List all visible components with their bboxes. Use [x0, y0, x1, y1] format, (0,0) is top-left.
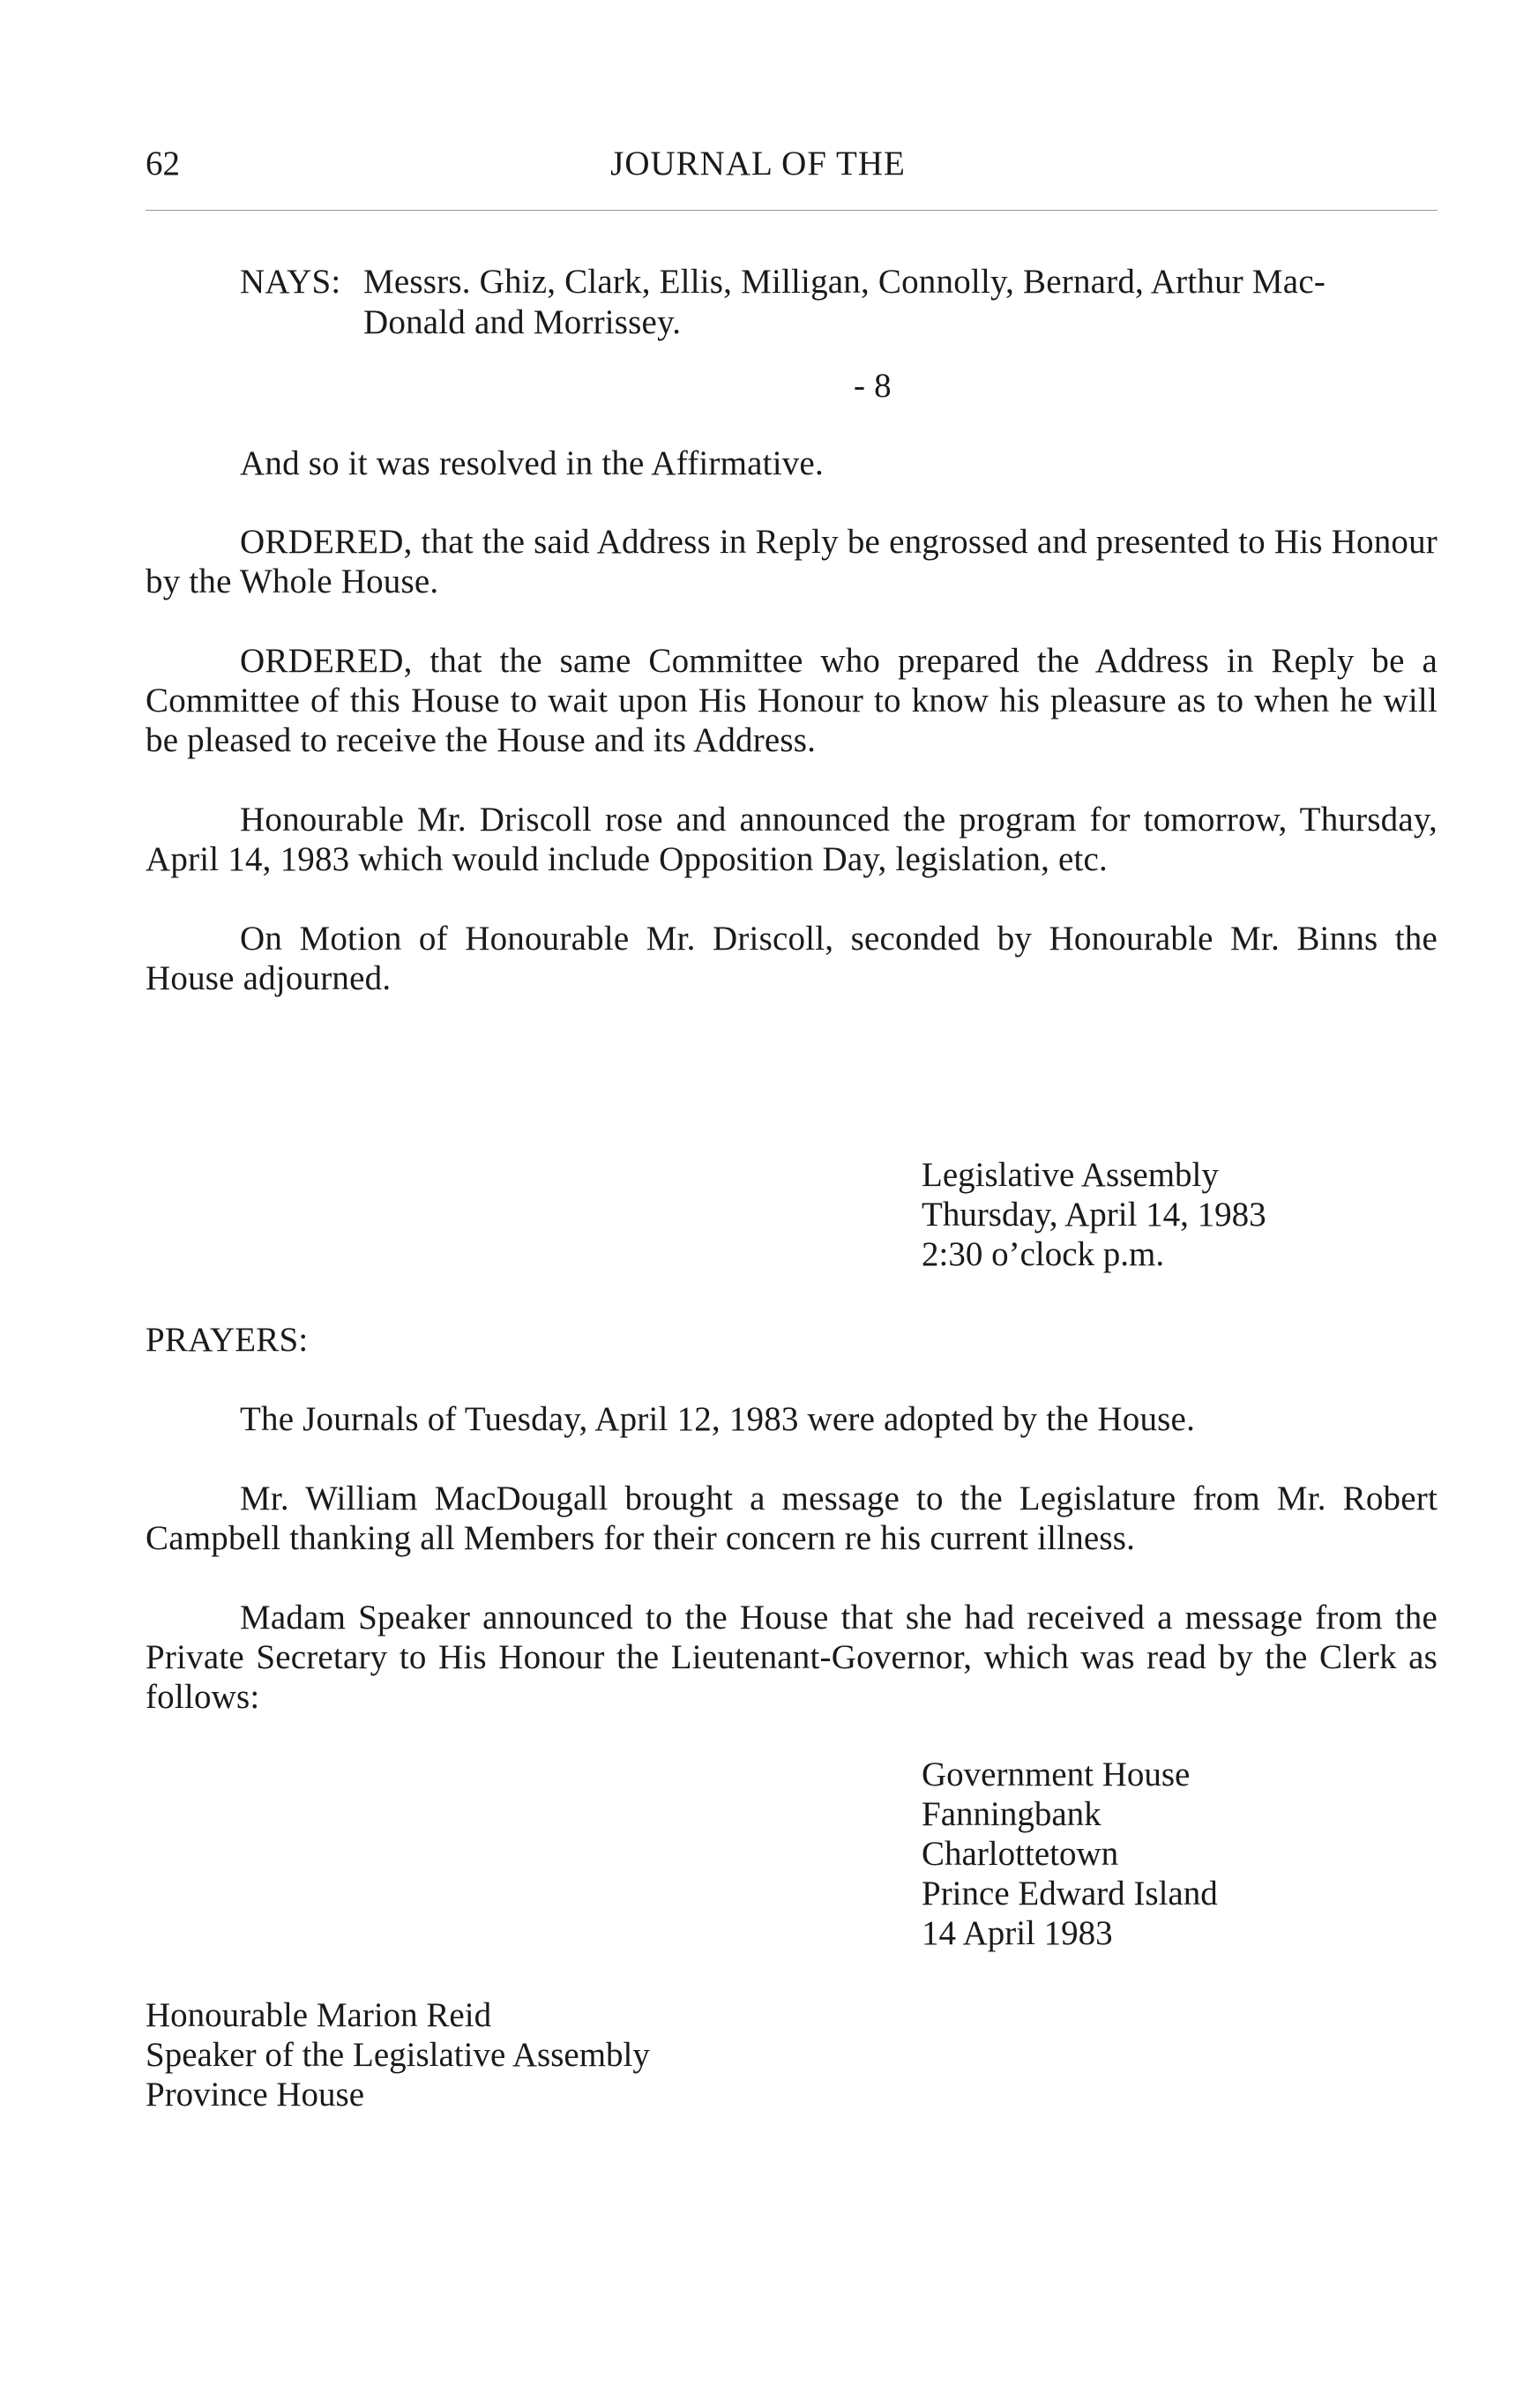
sitting-heading: [922, 1155, 1266, 1274]
letter-sender-address: [922, 1755, 1218, 1953]
speaker-announcement-paragraph: Madam Speaker announced to the House that she had received a message from the Private Secretary to His Honour the Lieutenant-Governor, which was read by the Clerk as follows:: [146, 1599, 1438, 1716]
adjournment-paragraph: On Motion of Honourable Mr. Driscoll, seconded by Honourable Mr. Binns the House adjourned.: [146, 920, 1438, 997]
journal-title: JOURNAL OF THE: [610, 145, 906, 183]
header-rule: [146, 210, 1438, 211]
address-line-fanningbank: Fanningbank: [922, 1795, 1102, 1833]
ordered-committee-paragraph: ORDERED, that the same Committee who prepared the Address in Reply be a Committee of this House to wait upon His Honour to know his pleasure as to when he will be pleased to receive the House and its Address.: [146, 642, 1438, 759]
nays-names-line1: Messrs. Ghiz, Clark, Ellis, Milligan, Connolly, Bernard, Arthur Mac-: [363, 263, 1326, 301]
page-number: 62: [146, 145, 180, 183]
address-line-government-house: Government House: [922, 1756, 1191, 1793]
journals-adopted-paragraph: The Journals of Tuesday, April 12, 1983 were adopted by the House.: [240, 1400, 1196, 1438]
prayers-heading: PRAYERS:: [146, 1321, 309, 1359]
sitting-time: 2:30 o’clock p.m.: [922, 1235, 1165, 1273]
recipient-name: Honourable Marion Reid: [146, 1996, 492, 2034]
program-announcement-paragraph: Honourable Mr. Driscoll rose and announced the program for tomorrow, Thursday, April 14, 1983 which would include Opposition Day, legislation, etc.: [146, 801, 1438, 878]
nays-count: - 8: [854, 367, 892, 405]
nays-names-line2: Donald and Morrissey.: [363, 303, 682, 341]
address-line-charlottetown: Charlottetown: [922, 1835, 1119, 1873]
letter-recipient: [146, 1995, 650, 2114]
sitting-date: Thursday, April 14, 1983: [922, 1196, 1266, 1234]
sitting-assembly: Legislative Assembly: [922, 1156, 1219, 1194]
resolved-paragraph: And so it was resolved in the Affirmative.: [240, 444, 824, 482]
address-line-province: Prince Edward Island: [922, 1875, 1218, 1912]
macdougall-message-paragraph: Mr. William MacDougall brought a message to the Legislature from Mr. Robert Campbell thanking all Members for their concern re his current illness.: [146, 1480, 1438, 1557]
nays-label: NAYS:: [240, 263, 341, 301]
recipient-title: Speaker of the Legislative Assembly: [146, 2036, 650, 2074]
ordered-engrossed-paragraph: ORDERED, that the said Address in Reply be engrossed and presented to His Honour by the Whole House.: [146, 523, 1438, 600]
recipient-location: Province House: [146, 2076, 365, 2114]
letter-date: 14 April 1983: [922, 1914, 1113, 1952]
